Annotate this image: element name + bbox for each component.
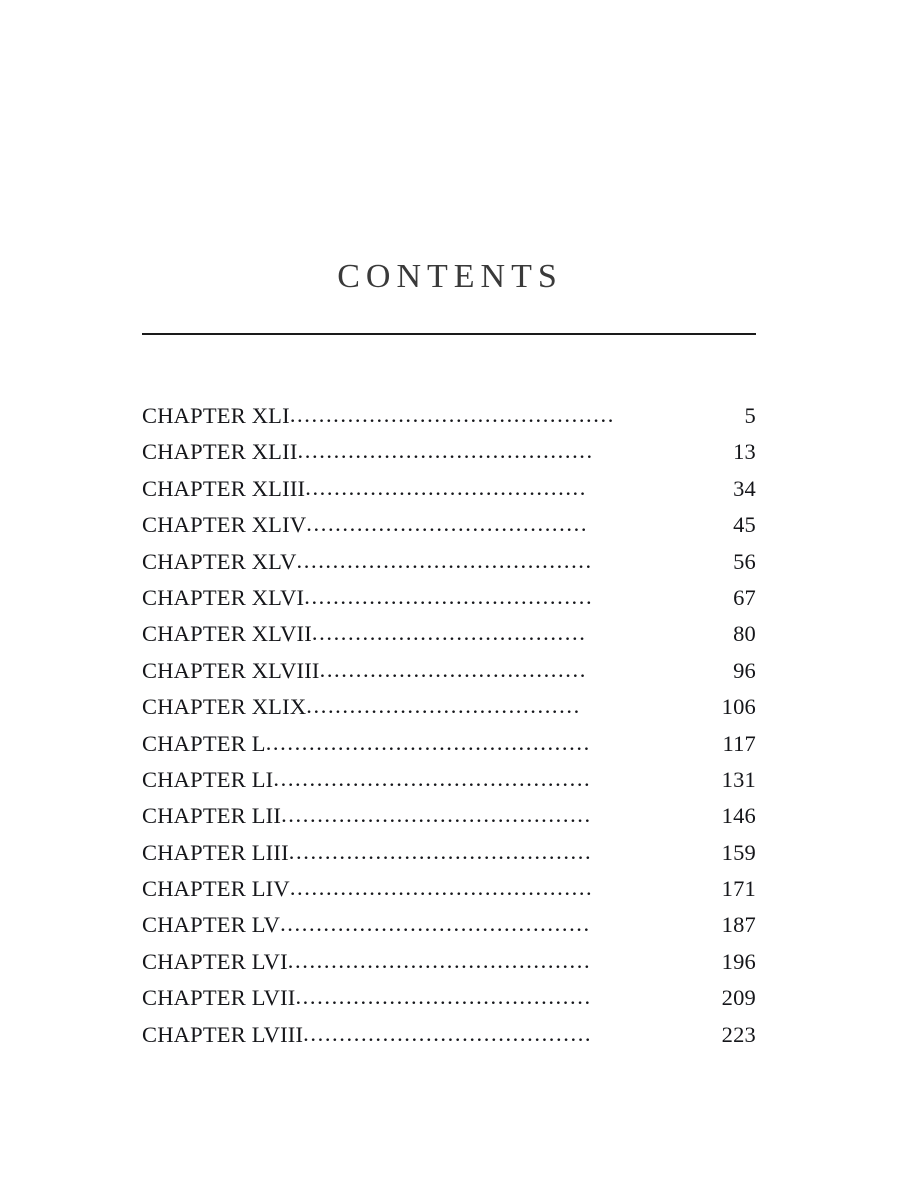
- toc-entry-page: 131: [721, 766, 756, 792]
- toc-entry[interactable]: [142, 805, 756, 841]
- toc-entry-page: 13: [733, 439, 756, 465]
- toc-entry-page: 106: [721, 694, 756, 720]
- toc-leader-dots: .............................................: [289, 404, 615, 427]
- toc-leader-dots: ........................................: [304, 585, 594, 609]
- toc-entry-label: CHAPTER XLIII: [142, 475, 306, 501]
- toc-leader-dots: ..........................................: [287, 949, 592, 973]
- toc-entry[interactable]: [142, 914, 756, 950]
- toc-entry[interactable]: [142, 1021, 756, 1060]
- toc-entry-label: CHAPTER LVII: [142, 985, 296, 1011]
- toc-leader-dots: .........................................: [297, 440, 594, 463]
- toc-entry-label: CHAPTER LVIII: [142, 1021, 304, 1047]
- toc-entry-label: CHAPTER XLII: [142, 439, 298, 465]
- toc-entry-list: [142, 405, 756, 1060]
- toc-entry-label: CHAPTER LV: [142, 912, 281, 938]
- toc-leader-dots: .........................................: [295, 986, 592, 1009]
- toc-entry-label: CHAPTER LIII: [142, 839, 289, 865]
- toc-entry-page: 187: [721, 912, 756, 938]
- toc-leader-dots: ...........................................: [280, 913, 591, 936]
- toc-entry-page: 209: [721, 985, 756, 1011]
- toc-entry[interactable]: [142, 987, 756, 1023]
- toc-entry-label: CHAPTER LVI: [142, 948, 288, 974]
- toc-entry-page: 196: [721, 948, 756, 974]
- title-divider: [142, 333, 756, 335]
- toc-entry-page: 34: [733, 475, 756, 501]
- toc-entry[interactable]: [142, 878, 756, 914]
- toc-entry-page: 96: [733, 657, 756, 683]
- toc-entry-page: 171: [721, 876, 756, 902]
- toc-leader-dots: ......................................: [306, 695, 581, 718]
- toc-entry-page: 45: [733, 512, 756, 538]
- toc-entry-page: 223: [721, 1021, 756, 1047]
- toc-leader-dots: ............................................: [273, 767, 592, 791]
- toc-entry-label: CHAPTER LII: [142, 803, 282, 829]
- toc-entry-label: CHAPTER XLI: [142, 403, 290, 428]
- toc-entry-page: 56: [733, 548, 756, 574]
- toc-entry[interactable]: [142, 475, 756, 514]
- toc-leader-dots: ......................................: [311, 622, 587, 645]
- toc-entry[interactable]: [142, 405, 756, 441]
- toc-leader-dots: ..........................................: [289, 877, 594, 900]
- toc-entry-page: 67: [733, 584, 756, 610]
- toc-entry-label: CHAPTER XLVI: [142, 584, 305, 610]
- toc-entry-label: CHAPTER XLVII: [142, 621, 312, 647]
- toc-entry[interactable]: [142, 514, 756, 550]
- toc-leader-dots: .......................................: [305, 476, 587, 500]
- toc-entry-label: CHAPTER XLVIII: [142, 657, 320, 683]
- toc-entry-page: 146: [721, 803, 756, 829]
- toc-entry[interactable]: [142, 730, 756, 769]
- toc-entry-label: CHAPTER XLV: [142, 548, 297, 574]
- toc-entry-page: 159: [721, 839, 756, 865]
- toc-entry[interactable]: [142, 839, 756, 878]
- toc-entry-page: 5: [744, 403, 756, 428]
- toc-entry-page: 80: [733, 621, 756, 647]
- toc-leader-dots: .......................................: [306, 513, 589, 536]
- page-title: CONTENTS: [337, 258, 563, 295]
- toc-leader-dots: .........................................: [296, 549, 593, 573]
- toc-entry-label: CHAPTER LIV: [142, 876, 290, 902]
- toc-entry-label: CHAPTER L: [142, 730, 266, 756]
- toc-entry[interactable]: [142, 548, 756, 587]
- toc-entry[interactable]: [142, 441, 756, 477]
- toc-entry[interactable]: [142, 766, 756, 805]
- toc-leader-dots: .............................................: [265, 731, 591, 755]
- toc-entry[interactable]: [142, 584, 756, 623]
- toc-entry[interactable]: [142, 948, 756, 987]
- toc-entry[interactable]: [142, 623, 756, 659]
- toc-leader-dots: ........................................: [303, 1022, 593, 1046]
- toc-entry-label: CHAPTER LI: [142, 766, 274, 792]
- toc-leader-dots: ...........................................: [281, 804, 592, 827]
- toc-leader-dots: ..........................................: [288, 840, 593, 864]
- toc-entry-page: 117: [722, 730, 756, 756]
- toc-entry[interactable]: [142, 696, 756, 732]
- toc-entry-label: CHAPTER XLIV: [142, 512, 307, 538]
- toc-entry-label: CHAPTER XLIX: [142, 694, 307, 720]
- toc-leader-dots: .....................................: [319, 658, 587, 682]
- toc-entry[interactable]: [142, 657, 756, 696]
